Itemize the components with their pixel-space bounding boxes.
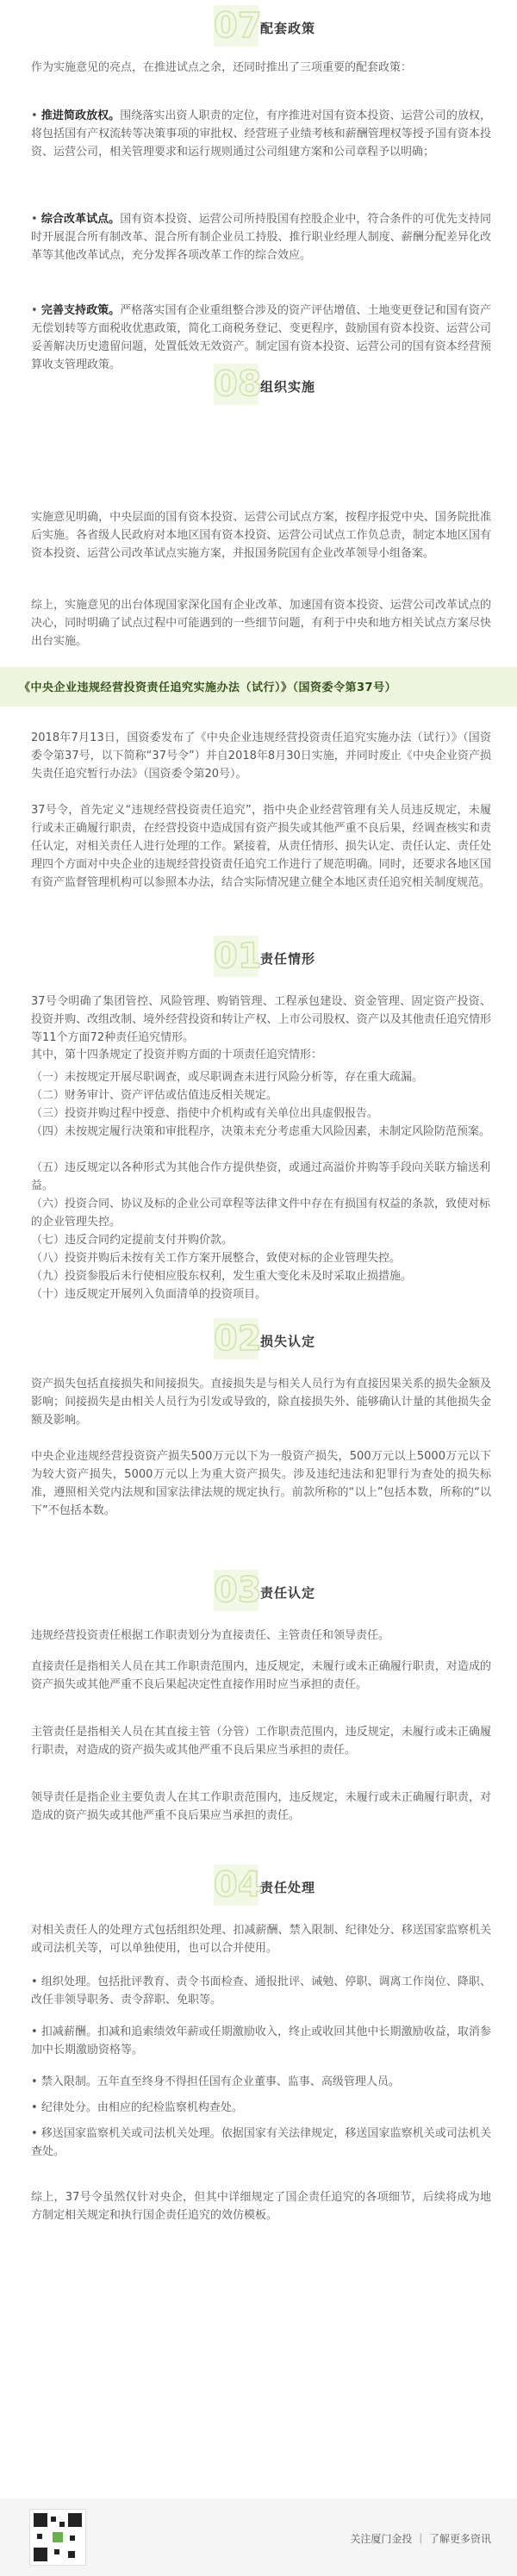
bullet-item: • 扣减薪酬。扣减和追索绩效年薪或任期激励收入，终止或收回其他中长期激励收益，取消参加中长期激励资格等。 xyxy=(31,2025,491,2056)
list-item: （四）未按规定履行决策和审批程序，决策未充分考虑重大风险因素，未制定风险防范预案。 xyxy=(31,1125,491,1138)
paragraph: 综上，实施意见的出台体现国家深化国有企业改革、加速国有资本投资、运营公司改革试点的决心，同时明确了试点过程中可能遇到的一些细节问题，有利于中央和地方相关试点方案尽快出台实施。 xyxy=(31,599,491,648)
bullet-item: • 移送国家监察机关或司法机关处理。依据国家有关法律规定，移送国家监察机关或司法机关查处。 xyxy=(31,2127,491,2158)
section-header-03 xyxy=(0,1570,517,1611)
banner-title: 《中央企业违规经营投资责任追究实施办法（试行）》（国资委令第37号） xyxy=(19,681,397,694)
list-item: （六）投资合同、协议及标的企业公司章程等法律文件中存在有损国有权益的条款，致使对标的企业管理失控。 xyxy=(31,1198,491,1229)
bullet-body: 移送国家监察机关或司法机关处理。依据国家有关法律规定，移送国家监察机关或司法机关查处。 xyxy=(31,2127,491,2158)
section-header-08 xyxy=(0,364,517,405)
paragraph: 综上，37号令虽然仅针对央企，但其中详细规定了国企责任追究的各项细节，后续将成为地方制定相关规定和执行国企责任追究的效仿模板。 xyxy=(31,2191,491,2222)
section-number: 04 xyxy=(214,1865,262,1905)
footer xyxy=(0,2498,517,2576)
paragraph: 实施意见明确，中央层面的国有资本投资、运营公司试点方案，按程序报党中央、国务院批准后实施。各省级人民政府对本地区国有资本投资、运营公司试点工作负总责，制定本地区国有资本投资、运营公司改革试点实施方案，并报国务院国有企业改革领导小组备案。 xyxy=(31,511,491,560)
bullet-body: 扣减薪酬。扣减和追索绩效年薪或任期激励收入，终止或收回其他中长期激励收益，取消参加中长期激励资格等。 xyxy=(31,2025,491,2056)
section-title: 组织实施 xyxy=(260,379,316,395)
list-item: （一）未按规定开展尽职调查，或尽职调查未进行风险分析等，存在重大疏漏。 xyxy=(31,1071,424,1084)
section-number: 08 xyxy=(214,364,262,404)
bullet-heading: 综合改革试点。 xyxy=(40,213,121,226)
paragraph: 37号令明确了集团管控、风险管理、购销管理、工程承包建设、资金管理、固定资产投资、投资并购、改组改制、境外经营投资和转让产权、上市公司股权、资产以及其他责任追究情形等11个方面72种责任追究情形。 xyxy=(31,995,491,1044)
paragraph: 中央企业违规经营投资资产损失500万元以下为一般资产损失，500万元以上5000万元以下为较大资产损失，5000万元以上为重大资产损失。涉及违纪违法和犯罪行为查处的损失标准，遵照相关党内法规和国家法律法规的规定执行。前款所称的“以上”包括本数，所称的“以下”不包括本数。 xyxy=(31,1450,491,1517)
list-item: （五）违反规定以各种形式为其他合作方提供垫资，或通过高溢价并购等手段向关联方输送利益。 xyxy=(31,1161,491,1192)
bullet-body: 组织处理。包括批评教育、责令书面检查、通报批评、诫勉、停职、调离工作岗位、降职、改任非领导职务、责令辞职、免职等。 xyxy=(31,1976,491,2007)
section-number: 03 xyxy=(214,1571,262,1610)
list-item: （十）违反规定开展列入负面清单的投资项目。 xyxy=(31,1288,267,1301)
paragraph: 37号令，首先定义“违规经营投资责任追究”，指中央企业经营管理有关人员违反规定，未履行或未正确履行职责，在经营投资中造成国有资产损失或其他严重不良后果，经调查核实和责任认定，对相关责任人进行处理的工作。紧接着，从责任情形、损失认定、责任认定、责任处理四个方面对中央企业的违规经营投资责任追究工作进行了规范明确。同时，还要求各地区国有资产监督管理机构可以参照本办法，结合实际情况建立健全本地区责任追究相关制度规范。 xyxy=(31,804,491,889)
section-title: 责任认定 xyxy=(260,1585,316,1601)
paragraph: 其中，第十四条规定了投资并购方面的十项责任追究情形： xyxy=(31,1048,323,1061)
follow-prompt: 关注厦门金投 ｜ 了解更多资讯 xyxy=(350,2533,491,2545)
bullet-body: 国有资本投资、运营公司所持股国有控股企业中，符合条件的可优先支持同时开展混合所有制改革、混合所有制企业员工持股、推行职业经理人制度、薪酬分配差异化改革等其他改革试点，充分发挥各项改革工作的综合效应。 xyxy=(31,213,491,262)
paragraph: 直接责任是指相关人员在其工作职责范围内，违反规定，未履行或未正确履行职责，对造成的资产损失或其他严重不良后果起决定性直接作用时应当承担的责任。 xyxy=(31,1660,491,1691)
paragraph: 2018年7月13日，国资委发布了《中央企业违规经营投资责任追究实施办法（试行）》（国资委令第37号，以下简称“37号令”）并自2018年8月30日实施，并同时废止《中央企业资产损失责任追究暂行办法》（国资委令第20号）。 xyxy=(31,731,491,781)
bullet-item: • 禁入限制。五年直至终身不得担任国有企业董事、监事、高级管理人员。 xyxy=(31,2075,400,2088)
section-number: 07 xyxy=(214,6,262,46)
bullet-item: • 完善支持政策。严格落实国有企业重组整合涉及的资产评估增值、土地变更登记和国有资产无偿划转等方面税收优惠政策，简化工商税务登记、变更程序，鼓励国有资本投资、运营公司妥善解决历史遗留问题，处置低效无效资产。制定国有资本投资、运营公司的国有资本经营预算收支管理政策。 xyxy=(31,304,491,371)
bullet-item: • 推进简政放权。围绕落实出资人职责的定位，有序推进对国有资本投资、运营公司的放权，将包括国有产权流转等决策事项的审批权、经营班子业绩考核和薪酬管理权等授予国有资本投资、运营公司，相关管理要求和运行规则通过公司组建方案和公司章程予以明确； xyxy=(31,109,491,159)
bullet-item: • 纪律处分。由相应的纪检监察机构查处。 xyxy=(31,2101,243,2114)
bullet-heading: 推进简政放权。 xyxy=(40,109,121,122)
bullet-body: 严格落实国有企业重组整合涉及的资产评估增值、土地变更登记和国有资产无偿划转等方面税收优惠政策，简化工商税务登记、变更程序，鼓励国有资本投资、运营公司妥善解决历史遗留问题，处置低效无效资产。制定国有资本投资、运营公司的国有资本经营预算收支管理政策。 xyxy=(31,304,491,371)
qr-code-icon[interactable] xyxy=(29,2509,86,2566)
bullet-item: • 组织处理。包括批评教育、责令书面检查、通报批评、诫勉、停职、调离工作岗位、降职、改任非领导职务、责令辞职、免职等。 xyxy=(31,1976,491,2007)
paragraph: 领导责任是指企业主要负责人在其工作职责范围内，违反规定，未履行或未正确履行职责，对造成的资产损失或其他严重不良后果应当承担的责任。 xyxy=(31,1791,491,1822)
bullet-item: • 综合改革试点。国有资本投资、运营公司所持股国有控股企业中，符合条件的可优先支持同时开展混合所有制改革、混合所有制企业员工持股、推行职业经理人制度、薪酬分配差异化改革等其他改革试点，充分发挥各项改革工作的综合效应。 xyxy=(31,213,491,262)
section-header-04 xyxy=(0,1864,517,1906)
section-title: 配套政策 xyxy=(260,21,316,36)
paragraph: 作为实施意见的亮点，在推进试点之余，还同时推出了三项重要的配套政策： xyxy=(31,61,413,74)
bullet-body: 禁入限制。五年直至终身不得担任国有企业董事、监事、高级管理人员。 xyxy=(40,2075,400,2088)
list-item: （八）投资并购后未按有关工作方案开展整合，致使对标的企业管理失控。 xyxy=(31,1252,402,1265)
policy-banner xyxy=(0,667,517,706)
list-item: （三）投资并购过程中授意、指使中介机构或有关单位出具虚假报告。 xyxy=(31,1107,379,1120)
paragraph: 资产损失包括直接损失和间接损失。直接损失是与相关人员行为有直接因果关系的损失金额及影响；间接损失是由相关人员行为引发或导致的，除直接损失外、能够确认计量的其他损失金额及影响。 xyxy=(31,1378,491,1427)
section-number: 02 xyxy=(214,1319,262,1359)
section-header-07 xyxy=(0,5,517,47)
section-header-02 xyxy=(0,1318,517,1360)
paragraph: 违规经营投资责任根据工作职责划分为直接责任、主管责任和领导责任。 xyxy=(31,1629,390,1642)
section-number: 01 xyxy=(214,936,262,976)
section-title: 责任处理 xyxy=(260,1880,316,1895)
bullet-body: 围绕落实出资人职责的定位，有序推进对国有资本投资、运营公司的放权，将包括国有产权流转等决策事项的审批权、经营班子业绩考核和薪酬管理权等授予国有资本投资、运营公司，相关管理要求和运行规则通过公司组建方案和公司章程予以明确； xyxy=(31,109,491,159)
list-item: （九）投资参股后未行使相应股东权利，发生重大变化未及时采取止损措施。 xyxy=(31,1270,413,1283)
paragraph: 主管责任是指相关人员在其直接主管（分管）工作职责范围内，违反规定，未履行或未正确履行职责，对造成的资产损失或其他严重不良后果应当承担的责任。 xyxy=(31,1726,491,1757)
list-item: （二）财务审计、资产评估或估值违反相关规定。 xyxy=(31,1089,278,1102)
section-title: 责任情形 xyxy=(260,951,316,967)
bullet-heading: 完善支持政策。 xyxy=(40,304,121,317)
paragraph: 对相关责任人的处理方式包括组织处理、扣减薪酬、禁入限制、纪律处分、移送国家监察机关或司法机关等，可以单独使用，也可以合并使用。 xyxy=(31,1924,491,1955)
bullet-body: 纪律处分。由相应的纪检监察机构查处。 xyxy=(40,2101,243,2114)
list-item: （七）违反合同约定提前支付并购价款。 xyxy=(31,1234,234,1247)
section-title: 损失认定 xyxy=(260,1334,316,1349)
section-header-01 xyxy=(0,936,517,977)
